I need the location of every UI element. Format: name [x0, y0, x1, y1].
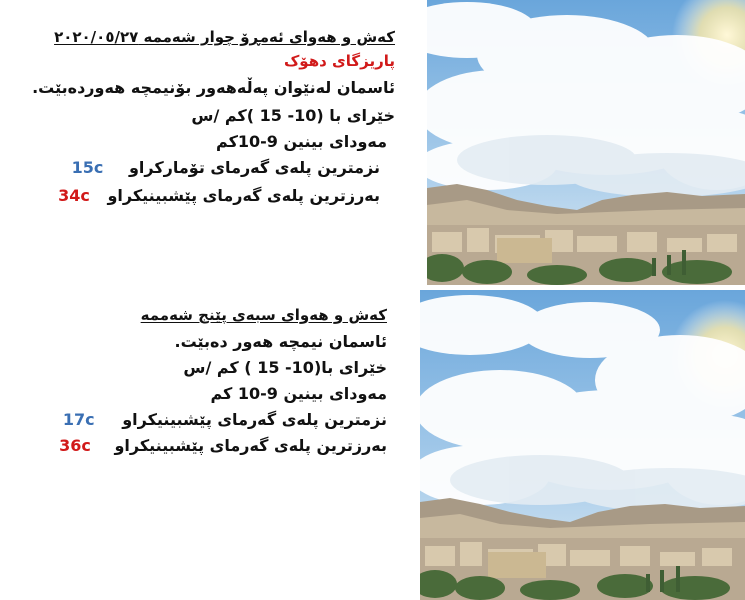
tomorrow-max-value: 36c	[59, 436, 91, 455]
today-max-value: 34c	[58, 186, 90, 205]
city-sky-photo-top	[427, 0, 745, 285]
today-forecast	[5, 28, 395, 208]
today-min-label: نزمترین پلەی گەرمای تۆمارکراو	[128, 158, 380, 177]
tomorrow-max-label: بەرزترین پلەی گەرمای پێشبینیکراو	[114, 436, 387, 455]
tomorrow-min-row	[41, 410, 387, 429]
today-min-row	[50, 158, 380, 177]
tomorrow-min-value: 17c	[62, 410, 95, 429]
city-sky-photo-bottom	[420, 290, 745, 600]
today-min-value: 15c	[71, 158, 104, 177]
today-max-label: بەرزترین پلەی گەرمای پێشبینیکراو	[107, 186, 380, 205]
tomorrow-wind: خێرای با(10- 15 ) کم /س	[183, 358, 387, 377]
tomorrow-forecast	[7, 306, 387, 466]
tomorrow-min-label: نزمترین پلەی گەرمای پێشبینیکراو	[122, 410, 387, 429]
today-place: پاریزگای دهۆک	[283, 52, 395, 70]
tomorrow-title: کەش و هەوای سبەی پێنج شەممە	[140, 306, 387, 324]
today-max-row	[36, 186, 380, 205]
today-title: کەش و هەوای ئەمڕۆ چوار شەممە ٢٠٢٠/٠٥/٢٧	[54, 28, 395, 46]
tomorrow-max-row	[37, 436, 387, 455]
today-wind: خێرای با (10- 15 )کم /س	[191, 106, 395, 125]
today-visibility: مەودای بینین 9-10کم	[216, 132, 387, 151]
tomorrow-visibility: مەودای بینین 9-10 کم	[210, 384, 387, 403]
tomorrow-sky: ئاسمان نیمچە هەور دەبێت.	[174, 332, 387, 351]
today-sky: ئاسمان لەنێوان پەڵەهەور بۆنیمچە هەوردەبێت.	[32, 78, 395, 97]
